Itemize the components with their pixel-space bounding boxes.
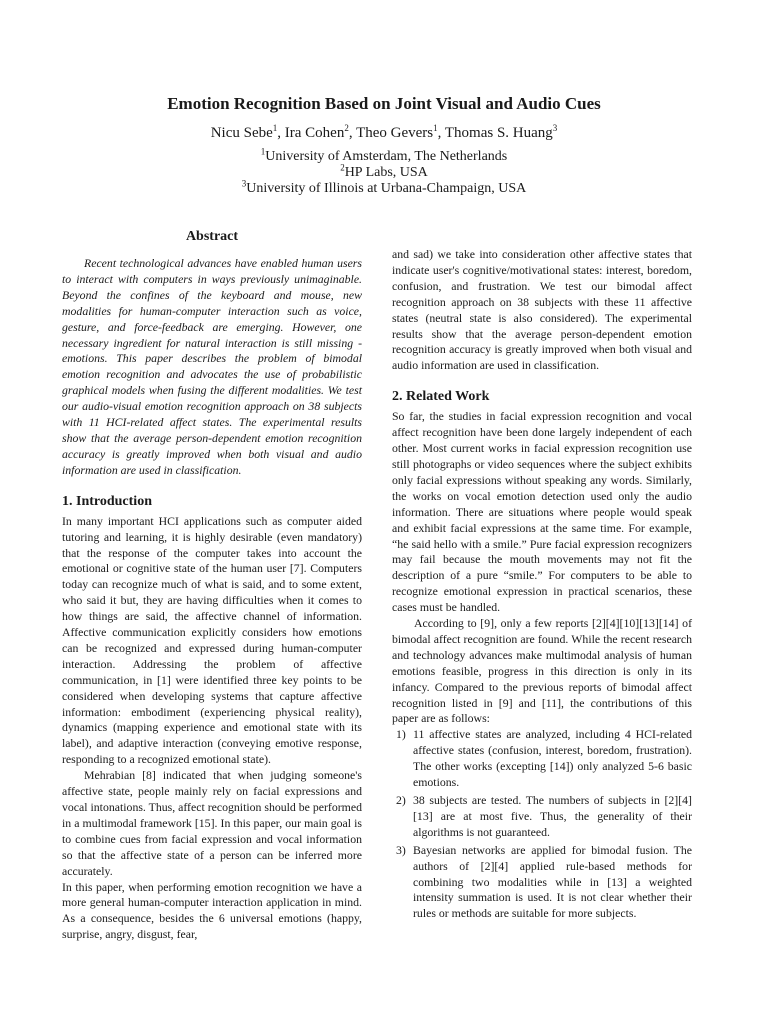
intro-paragraph-3: In this paper, when performing emotion recognition we have a more general human-computer interaction application in mind. As a consequence, besides the 6 universal emotions (happy, surprise, angry, disgust, fear,	[62, 879, 362, 942]
intro-paragraph-3-continued: and sad) we take into consideration other affective states that indicate user's cognitive/motivational states: interest, boredom, confusion, and frustration. We test our bimodal affect recognition approach on 38 subjects with these 11 affective states (neutral state is also considered). The experimental results show that the average person-dependent emotion recognition accuracy is greatly improved when both visual and audio information are used in classification.	[392, 247, 692, 373]
intro-paragraph-1: In many important HCI applications such as computer aided tutoring and learning, it is highly desirable (even mandatory) that the response of the computer takes into account the emotional or cognitive state of the human user [7]. Computers today can recognize much of what is said, and to some extent, who said it but, they are having difficulties when it comes to how things are said, the affective channel of information. Affective communication explicitly considers how emotions can be recognized and expressed during human-computer interaction. Addressing the problem of affective communication, in [1] were identified three key points to be considered when developing systems that capture affective information: embodiment (experiencing physical reality), dynamics (mapping experience and emotional state with its label), and adaptive interaction (conveying emotive response, responding to a recognized emotional state).	[62, 513, 362, 767]
list-item: 2) 38 subjects are tested. The numbers of subjects in [2][4][13] are at most five. Thus, the generality of their algorithms is not guaranteed.	[396, 793, 692, 839]
list-item: 3) Bayesian networks are applied for bimodal fusion. The authors of [2][4] applied rule-based methods for combining two modalities while in [13] a weighted intensity summation is used. It is not clear whether their rules or methods are suitable for more subjects.	[396, 842, 692, 921]
section-heading-introduction: 1. Introduction	[62, 493, 152, 509]
list-item: 1) 11 affective states are analyzed, including 4 HCI-related affective states (confusion, interest, boredom, frustration). The other works (excepting [14]) only analyzed 5-6 basic emotions.	[396, 727, 692, 790]
abstract-heading: Abstract	[185, 229, 239, 244]
contributions-list	[392, 727, 692, 922]
intro-paragraph-2: Mehrabian [8] indicated that when judging someone's affective state, people mainly rely on facial expressions and vocal intonations. Thus, affect recognition should be performed in a multimodal framework [15]. In this paper, our main goal is to combine cues from facial expression and vocal information so that the affective state of a person can be inferred more accurately.	[62, 768, 362, 878]
affiliation: $^2$HP Labs, USA	[340, 162, 428, 180]
affiliation: $^3$University of Illinois at Urbana-Champaign, USA	[241, 178, 527, 196]
abstract-text: Recent technological advances have enabled human users to interact with computers in ways previously unimaginable. Beyond the confines of the keyboard and mouse, new modalities for human-computer interaction such as voice, gesture, and force-feedback are emerging. However, one necessary ingredient for natural interaction is still missing - emotions. This paper describes the problem of bimodal emotion recognition and advocates the use of probabilistic graphical models when fusing the different modalities. We test our audio-visual emotion recognition approach on 38 subjects with 11 HCI-related affect states. The experimental results show that the average person-dependent emotion recognition accuracy is greatly improved when both visual and audio information are used in classification.	[62, 256, 362, 477]
author: Theo Gevers$^1$,	[356, 123, 445, 141]
affiliation: $^1$University of Amsterdam, The Netherlands	[260, 146, 508, 164]
author: Nicu Sebe$^1$,	[210, 123, 285, 141]
right-column	[392, 247, 692, 924]
author: Ira Cohen$^2$,	[284, 123, 357, 141]
related-paragraph-1: So far, the studies in facial expression recognition and vocal affect recognition have been done largely independent of each other. Most current works in facial expression recognition use still photographs or video sequences where the subject exhibits only facial expressions without speaking any words. Similarly, the works on vocal emotion detection used only the audio information. There are situations where people would speak and exhibit facial expressions at the same time. For example, “he said hello with a smile.” Pure facial expression recognizers may fail because the mouth movements may not fit the description of a pure “smile.” For computers to be able to recognize emotional expression in practical scenarios, these cases must be handled.	[392, 409, 692, 615]
left-column	[62, 228, 362, 943]
related-paragraph-2: According to [9], only a few reports [2][4][10][13][14] of bimodal affect recognition are found. While the recent research and technology advances make multimodal analysis of human emotions feasible, progress in this direction is only in its infancy. Compared to the previous reports of bimodal affect recognition listed in [9] and [11], the contributions of this paper are as follows:	[392, 616, 692, 726]
author-list	[0, 123, 768, 143]
paper-title: Emotion Recognition Based on Joint Visual and Audio Cues	[167, 94, 601, 113]
affiliation-list	[0, 146, 768, 197]
section-heading-related-work: 2. Related Work	[392, 389, 490, 405]
author: Thomas S. Huang$^3$	[444, 123, 558, 141]
